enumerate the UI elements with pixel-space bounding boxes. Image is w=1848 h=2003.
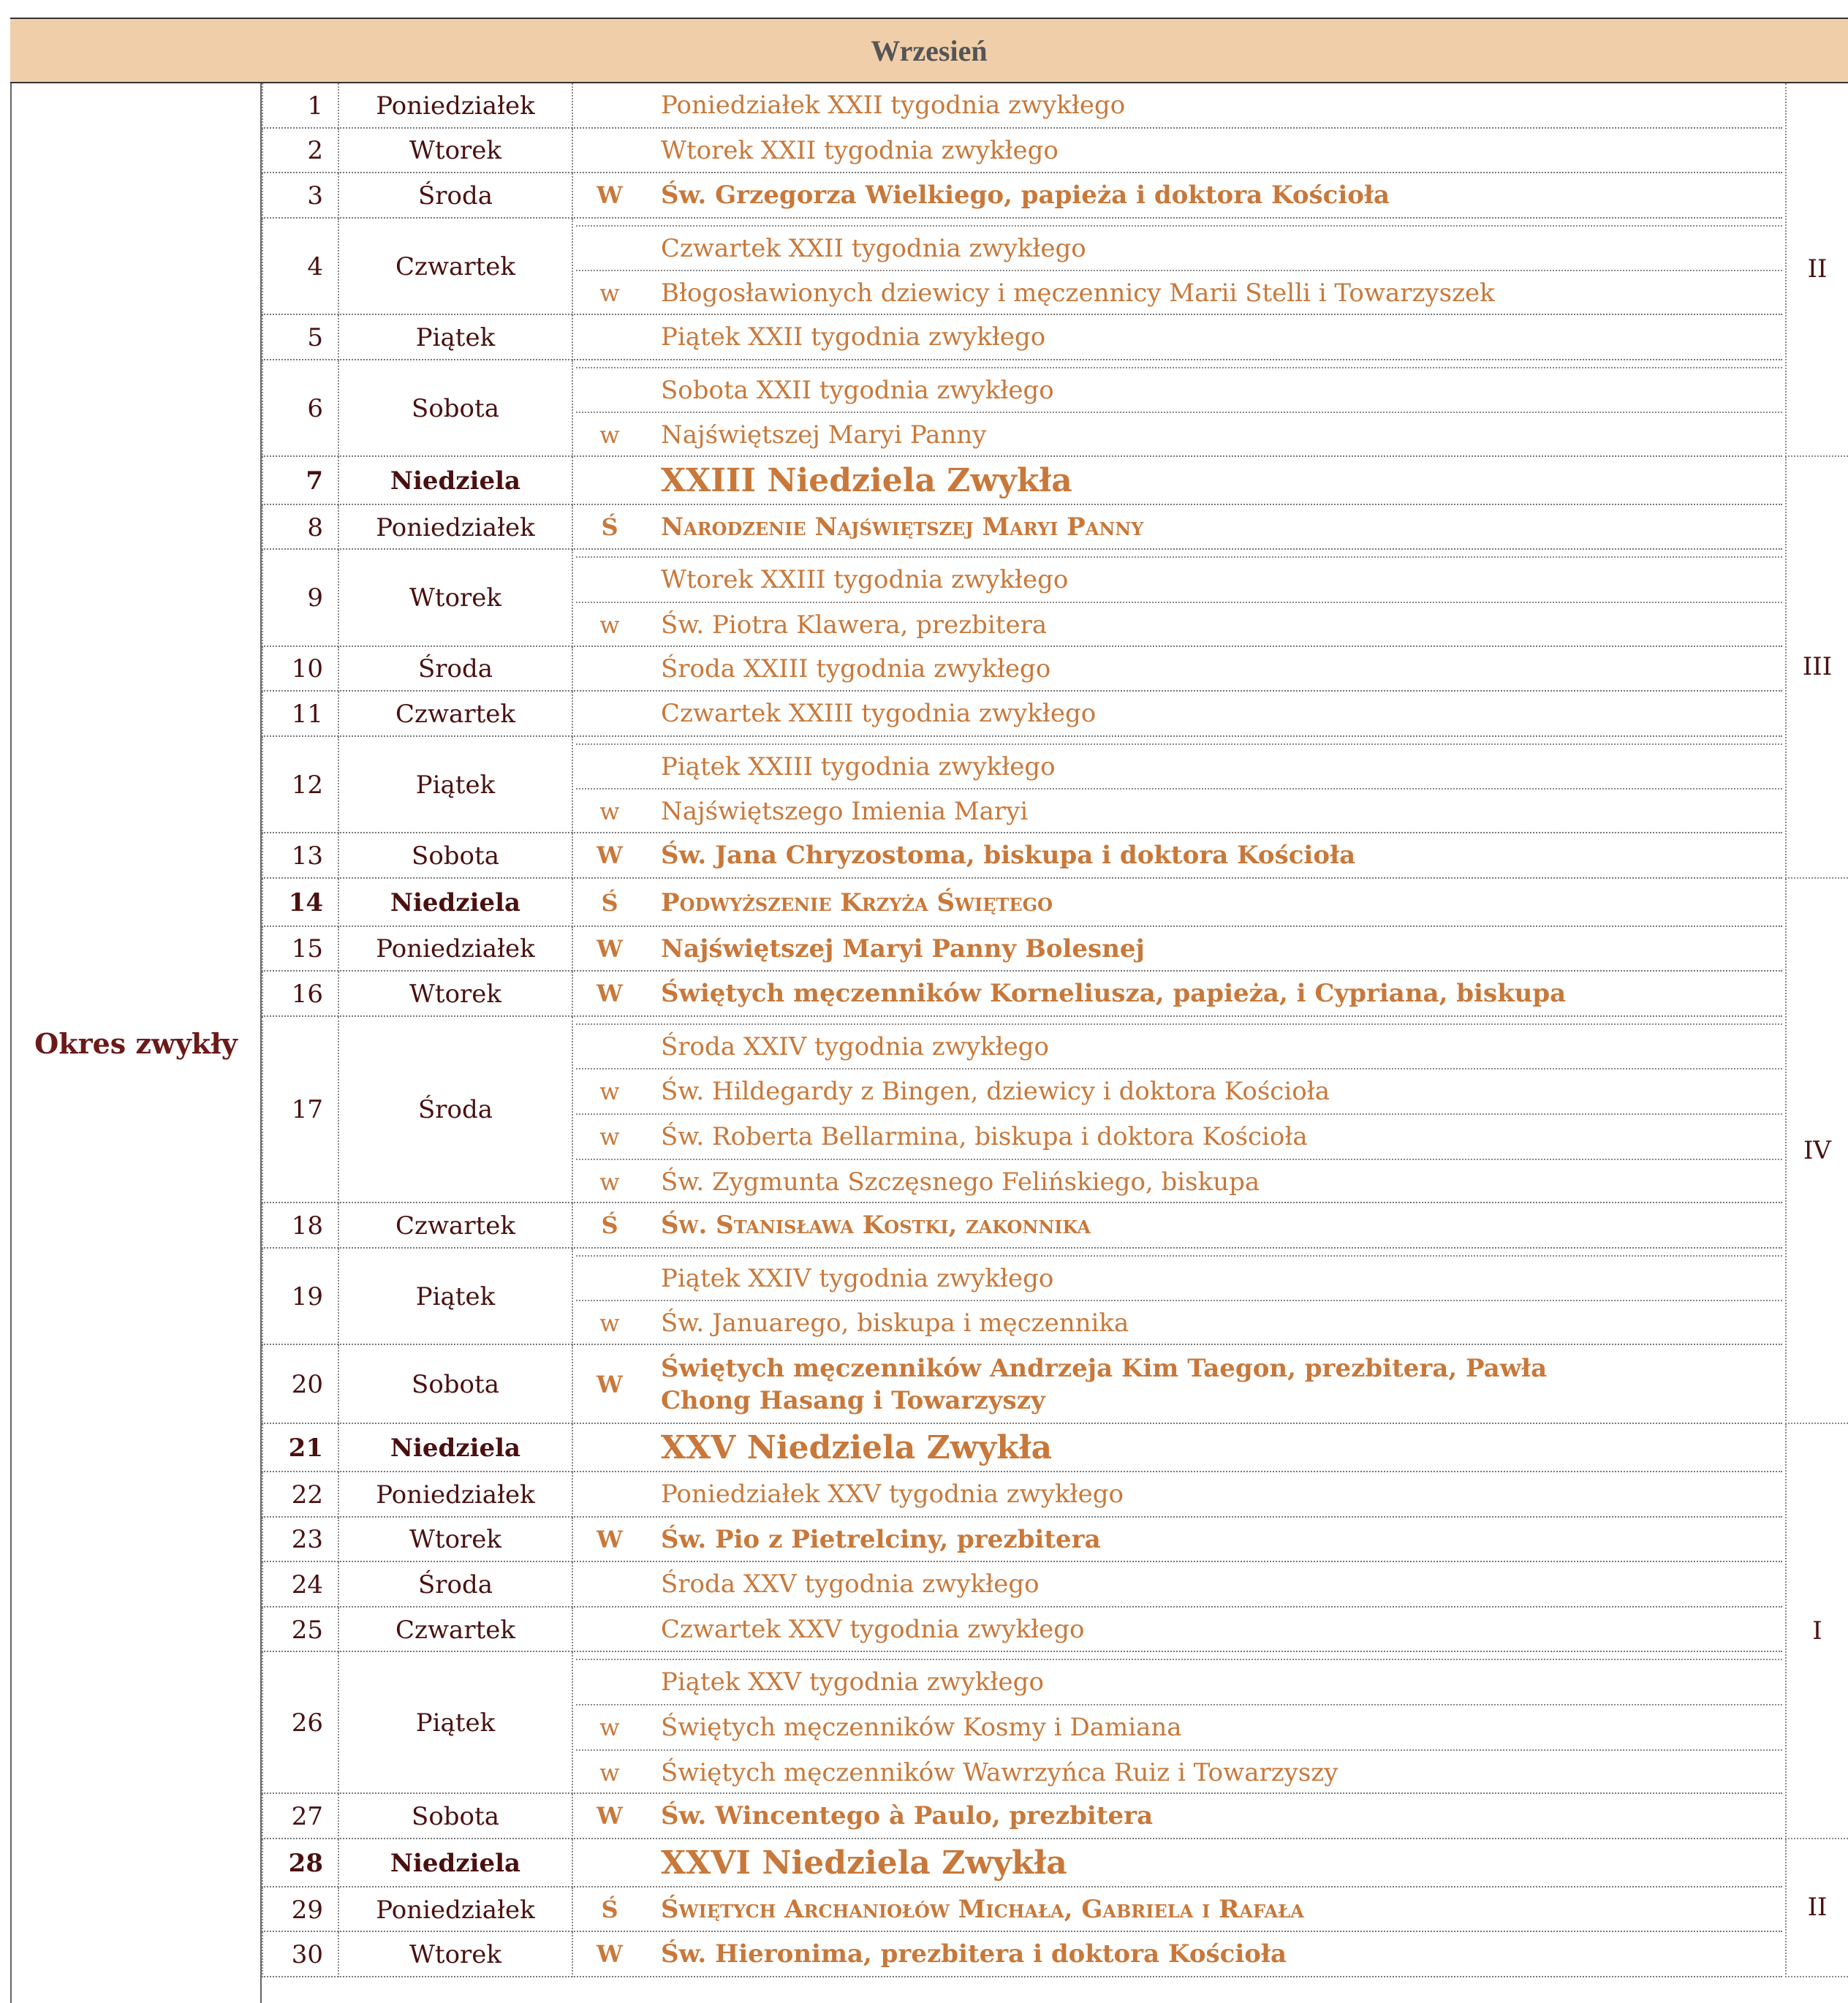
- day-number: 26: [262, 1652, 335, 1794]
- day-number: 10: [262, 647, 335, 692]
- day-row: [262, 833, 1782, 879]
- calendar-page: [10, 18, 1848, 1970]
- day-number: 21: [262, 1424, 335, 1472]
- celebration-title: Św. Hildegardy z Bingen, dziewicy i doktora Kościoła: [661, 1077, 1330, 1107]
- celebration-title: Św. Hieronima, prezbitera i doktora Kościoła: [661, 1939, 1287, 1969]
- day-row: [262, 550, 1782, 646]
- celebration-title: Wtorek XXIII tygodnia zwykłego: [661, 565, 1069, 595]
- celebration-entry: [576, 129, 1782, 174]
- celebration-entry: [576, 743, 1782, 789]
- celebration-title: Najświętszego Imienia Maryi: [661, 797, 1029, 827]
- day-row: [262, 1887, 1782, 1933]
- celebration-title: Najświętszej Maryi Panny: [661, 420, 987, 450]
- day-number: 5: [262, 315, 335, 360]
- celebration-entry: [576, 1159, 1782, 1204]
- day-name: Piątek: [338, 315, 573, 360]
- day-name: Poniedziałek: [338, 83, 573, 129]
- rank-code: W: [597, 980, 623, 1008]
- day-number: 28: [262, 1839, 335, 1887]
- celebration-title: Świętych męczenników Korneliusza, papieża, i Cypriana, biskupa: [661, 979, 1567, 1009]
- rank-code: w: [599, 1122, 620, 1151]
- day-name: Niedziela: [338, 1839, 573, 1887]
- day-number: 9: [262, 550, 335, 646]
- celebration-title: Podwyższenie Krzyża Świętego: [661, 887, 1053, 917]
- rank-code: W: [597, 181, 623, 210]
- day-number: 19: [262, 1249, 335, 1345]
- celebration-title: Św. Roberta Bellarmina, biskupa i doktora Kościoła: [661, 1121, 1308, 1151]
- celebration-entry: [576, 647, 1782, 692]
- day-number: 12: [262, 737, 335, 833]
- day-name: Czwartek: [338, 692, 573, 737]
- celebration-entry: [576, 1472, 1782, 1518]
- day-name: Czwartek: [338, 219, 573, 315]
- day-name: Czwartek: [338, 1608, 573, 1653]
- day-name: Czwartek: [338, 1203, 573, 1249]
- day-name: Sobota: [338, 1794, 573, 1839]
- celebration-entry: [576, 1659, 1782, 1704]
- celebration-entry: [576, 457, 1782, 505]
- day-row: [262, 737, 1782, 833]
- celebration-title: XXVI Niedziela Zwykła: [661, 1844, 1067, 1882]
- day-number: 29: [262, 1887, 335, 1933]
- rank-code: Ś: [601, 512, 618, 541]
- day-row: [262, 879, 1782, 927]
- celebration-title: Piątek XXIV tygodnia zwykłego: [661, 1263, 1054, 1293]
- day-row: [262, 1424, 1782, 1472]
- day-number: 15: [262, 927, 335, 972]
- celebration-entry: [576, 270, 1782, 315]
- celebration-title: Środa XXV tygodnia zwykłego: [661, 1570, 1040, 1599]
- day-row: [262, 1518, 1782, 1563]
- rank-code: w: [599, 421, 620, 450]
- rank-code: w: [599, 798, 620, 826]
- day-name: Środa: [338, 647, 573, 692]
- day-name: Piątek: [338, 737, 573, 833]
- celebration-title: Czwartek XXV tygodnia zwykłego: [661, 1614, 1085, 1644]
- celebration-title: Piątek XXII tygodnia zwykłego: [661, 322, 1046, 352]
- day-row: [262, 360, 1782, 457]
- celebration-title: Świętych męczenników Kosmy i Damiana: [661, 1712, 1182, 1742]
- day-name: Środa: [338, 1017, 573, 1203]
- day-name: Środa: [338, 173, 573, 219]
- celebration-title: Środa XXIII tygodnia zwykłego: [661, 654, 1051, 684]
- celebration-entry: [576, 1300, 1782, 1345]
- celebration-entry: [576, 315, 1782, 360]
- rank-code: w: [599, 1758, 620, 1787]
- day-row: [262, 315, 1782, 360]
- celebration-entry: [576, 1839, 1782, 1887]
- celebration-entry: [576, 1424, 1782, 1472]
- day-number: 16: [262, 972, 335, 1017]
- day-number: 4: [262, 219, 335, 315]
- celebration-title: Błogosławionych dziewicy i męczennicy Marii Stelli i Towarzyszek: [661, 279, 1495, 308]
- celebration-title: Narodzenie Najświętszej Maryi Panny: [661, 512, 1144, 542]
- day-number: 20: [262, 1345, 335, 1424]
- day-row: [262, 219, 1782, 315]
- celebration-title: Św. Januarego, biskupa i męczennika: [661, 1309, 1129, 1339]
- day-row: [262, 647, 1782, 692]
- day-number: 23: [262, 1518, 335, 1563]
- celebration-entry: [576, 692, 1782, 737]
- day-number: 25: [262, 1608, 335, 1653]
- month-header: Wrzesień: [10, 18, 1848, 83]
- celebration-entry: [576, 505, 1782, 550]
- celebration-entry: [576, 1113, 1782, 1159]
- day-row: [262, 1562, 1782, 1608]
- celebration-entry: [576, 556, 1782, 602]
- day-number: 2: [262, 129, 335, 174]
- rank-code: w: [599, 279, 620, 308]
- celebration-title: Piątek XXV tygodnia zwykłego: [661, 1667, 1044, 1697]
- celebration-title: Wtorek XXII tygodnia zwykłego: [661, 135, 1059, 165]
- rank-code: w: [599, 1713, 620, 1741]
- day-name: Niedziela: [338, 457, 573, 505]
- rank-code: W: [597, 1940, 623, 1969]
- day-number: 8: [262, 505, 335, 550]
- day-name: Poniedziałek: [338, 927, 573, 972]
- rank-code: W: [597, 1371, 623, 1398]
- celebration-title: Św. Zygmunta Szczęsnego Felińskiego, biskupa: [661, 1167, 1260, 1197]
- day-row: [262, 927, 1782, 972]
- day-row: [262, 1249, 1782, 1345]
- day-name: Sobota: [338, 1345, 573, 1424]
- celebration-entry: [576, 1345, 1782, 1424]
- season-label: Okres zwykły: [10, 83, 262, 2003]
- day-row: [262, 1839, 1782, 1887]
- day-row: [262, 1345, 1782, 1424]
- day-name: Piątek: [338, 1249, 573, 1345]
- day-row: [262, 1203, 1782, 1249]
- celebration-entry: [576, 225, 1782, 270]
- celebration-entry: [576, 788, 1782, 833]
- day-number: 18: [262, 1203, 335, 1249]
- rank-code: Ś: [601, 1211, 618, 1240]
- celebration-title: Poniedziałek XXV tygodnia zwykłego: [661, 1480, 1124, 1509]
- rank-code: w: [599, 1078, 620, 1106]
- rank-code: Ś: [601, 1895, 618, 1923]
- day-name: Sobota: [338, 360, 573, 457]
- rank-code: W: [597, 934, 623, 963]
- celebration-entry: [576, 1023, 1782, 1069]
- rank-code: w: [599, 610, 620, 639]
- celebration-entry: [576, 1518, 1782, 1563]
- week-of-psalter: III: [1785, 457, 1848, 879]
- celebration-title: XXV Niedziela Zwykła: [661, 1429, 1053, 1466]
- rank-code: W: [597, 1802, 623, 1830]
- day-number: 6: [262, 360, 335, 457]
- celebration-entry: [576, 1932, 1782, 1977]
- celebration-title: Św. Grzegorza Wielkiego, papieża i doktora Kościoła: [661, 181, 1390, 211]
- celebration-title: Św. Piotra Klawera, prezbitera: [661, 610, 1048, 640]
- day-number: 3: [262, 173, 335, 219]
- celebration-entry: [576, 927, 1782, 972]
- celebration-entry: [576, 1608, 1782, 1653]
- day-row: [262, 457, 1782, 505]
- celebration-title: Środa XXIV tygodnia zwykłego: [661, 1031, 1049, 1061]
- day-name: Wtorek: [338, 129, 573, 174]
- celebration-entry: [576, 602, 1782, 647]
- day-row: [262, 1472, 1782, 1518]
- week-of-psalter: II: [1785, 1839, 1848, 1977]
- celebration-title: Sobota XXII tygodnia zwykłego: [661, 375, 1054, 405]
- rank-code: w: [599, 1167, 620, 1196]
- day-number: 27: [262, 1794, 335, 1839]
- day-number: 11: [262, 692, 335, 737]
- day-name: Poniedziałek: [338, 1472, 573, 1518]
- day-number: 24: [262, 1562, 335, 1608]
- day-row: [262, 83, 1782, 129]
- celebration-entry: [576, 833, 1782, 879]
- celebration-title: Świętych męczenników Andrzeja Kim Taegon, prezbitera, Pawła Chong Hasang i Towarzyszy: [661, 1354, 1548, 1415]
- day-row: [262, 505, 1782, 550]
- celebration-title: Św. Wincentego à Paulo, prezbitera: [661, 1801, 1154, 1831]
- day-row: [262, 692, 1782, 737]
- day-name: Wtorek: [338, 972, 573, 1017]
- week-of-psalter: I: [1785, 1424, 1848, 1839]
- day-number: 14: [262, 879, 335, 927]
- celebration-entry: [576, 1887, 1782, 1933]
- celebration-title: Św. Pio z Pietrelciny, prezbitera: [661, 1524, 1101, 1554]
- day-row: [262, 1608, 1782, 1653]
- celebration-entry: [576, 83, 1782, 129]
- day-name: Piątek: [338, 1652, 573, 1794]
- day-name: Środa: [338, 1562, 573, 1608]
- day-name: Wtorek: [338, 1932, 573, 1977]
- celebration-entry: [576, 879, 1782, 927]
- celebration-entry: [576, 367, 1782, 412]
- celebration-entry: [576, 173, 1782, 219]
- day-row: [262, 1794, 1782, 1839]
- day-name: Niedziela: [338, 879, 573, 927]
- rank-code: W: [597, 1525, 623, 1553]
- rank-code: W: [597, 841, 623, 869]
- celebration-title: Św. Stanisława Kostki, zakonnika: [661, 1211, 1091, 1241]
- week-of-psalter: II: [1785, 83, 1848, 457]
- celebration-entry: [576, 1203, 1782, 1249]
- week-of-psalter: IV: [1785, 879, 1848, 1424]
- day-row: [262, 129, 1782, 174]
- day-number: 17: [262, 1017, 335, 1203]
- day-number: 7: [262, 457, 335, 505]
- day-row: [262, 1932, 1782, 1977]
- celebration-entry: [576, 1749, 1782, 1795]
- day-number: 13: [262, 833, 335, 879]
- celebration-entry: [576, 1794, 1782, 1839]
- day-number: 1: [262, 83, 335, 129]
- day-name: Niedziela: [338, 1424, 573, 1472]
- day-number: 22: [262, 1472, 335, 1518]
- day-row: [262, 173, 1782, 219]
- day-name: Wtorek: [338, 1518, 573, 1563]
- day-row: [262, 1652, 1782, 1794]
- celebration-entry: [576, 1255, 1782, 1300]
- celebration-title: Świętych Archaniołów Michała, Gabriela i Rafała: [661, 1894, 1304, 1924]
- day-row: [262, 972, 1782, 1017]
- celebration-entry: [576, 972, 1782, 1017]
- day-number: 30: [262, 1932, 335, 1977]
- celebration-title: Poniedziałek XXII tygodnia zwykłego: [661, 91, 1126, 120]
- day-name: Wtorek: [338, 550, 573, 646]
- celebration-title: Piątek XXIII tygodnia zwykłego: [661, 751, 1056, 781]
- celebration-entry: [576, 1562, 1782, 1608]
- celebration-title: Czwartek XXIII tygodnia zwykłego: [661, 699, 1097, 729]
- rank-code: w: [599, 1309, 620, 1338]
- day-name: Poniedziałek: [338, 505, 573, 550]
- celebration-entry: [576, 412, 1782, 457]
- celebration-entry: [576, 1068, 1782, 1113]
- celebration-entry: [576, 1704, 1782, 1749]
- day-name: Poniedziałek: [338, 1887, 573, 1933]
- day-row: [262, 1017, 1782, 1203]
- rank-code: Ś: [601, 888, 618, 917]
- celebration-title: XXIII Niedziela Zwykła: [661, 461, 1072, 499]
- celebration-title: Czwartek XXII tygodnia zwykłego: [661, 233, 1086, 263]
- celebration-title: Najświętszej Maryi Panny Bolesnej: [661, 934, 1145, 963]
- day-name: Sobota: [338, 833, 573, 879]
- celebration-title: Św. Jana Chryzostoma, biskupa i doktora Kościoła: [661, 841, 1356, 870]
- celebration-title: Świętych męczenników Wawrzyńca Ruiz i Towarzyszy: [661, 1757, 1338, 1787]
